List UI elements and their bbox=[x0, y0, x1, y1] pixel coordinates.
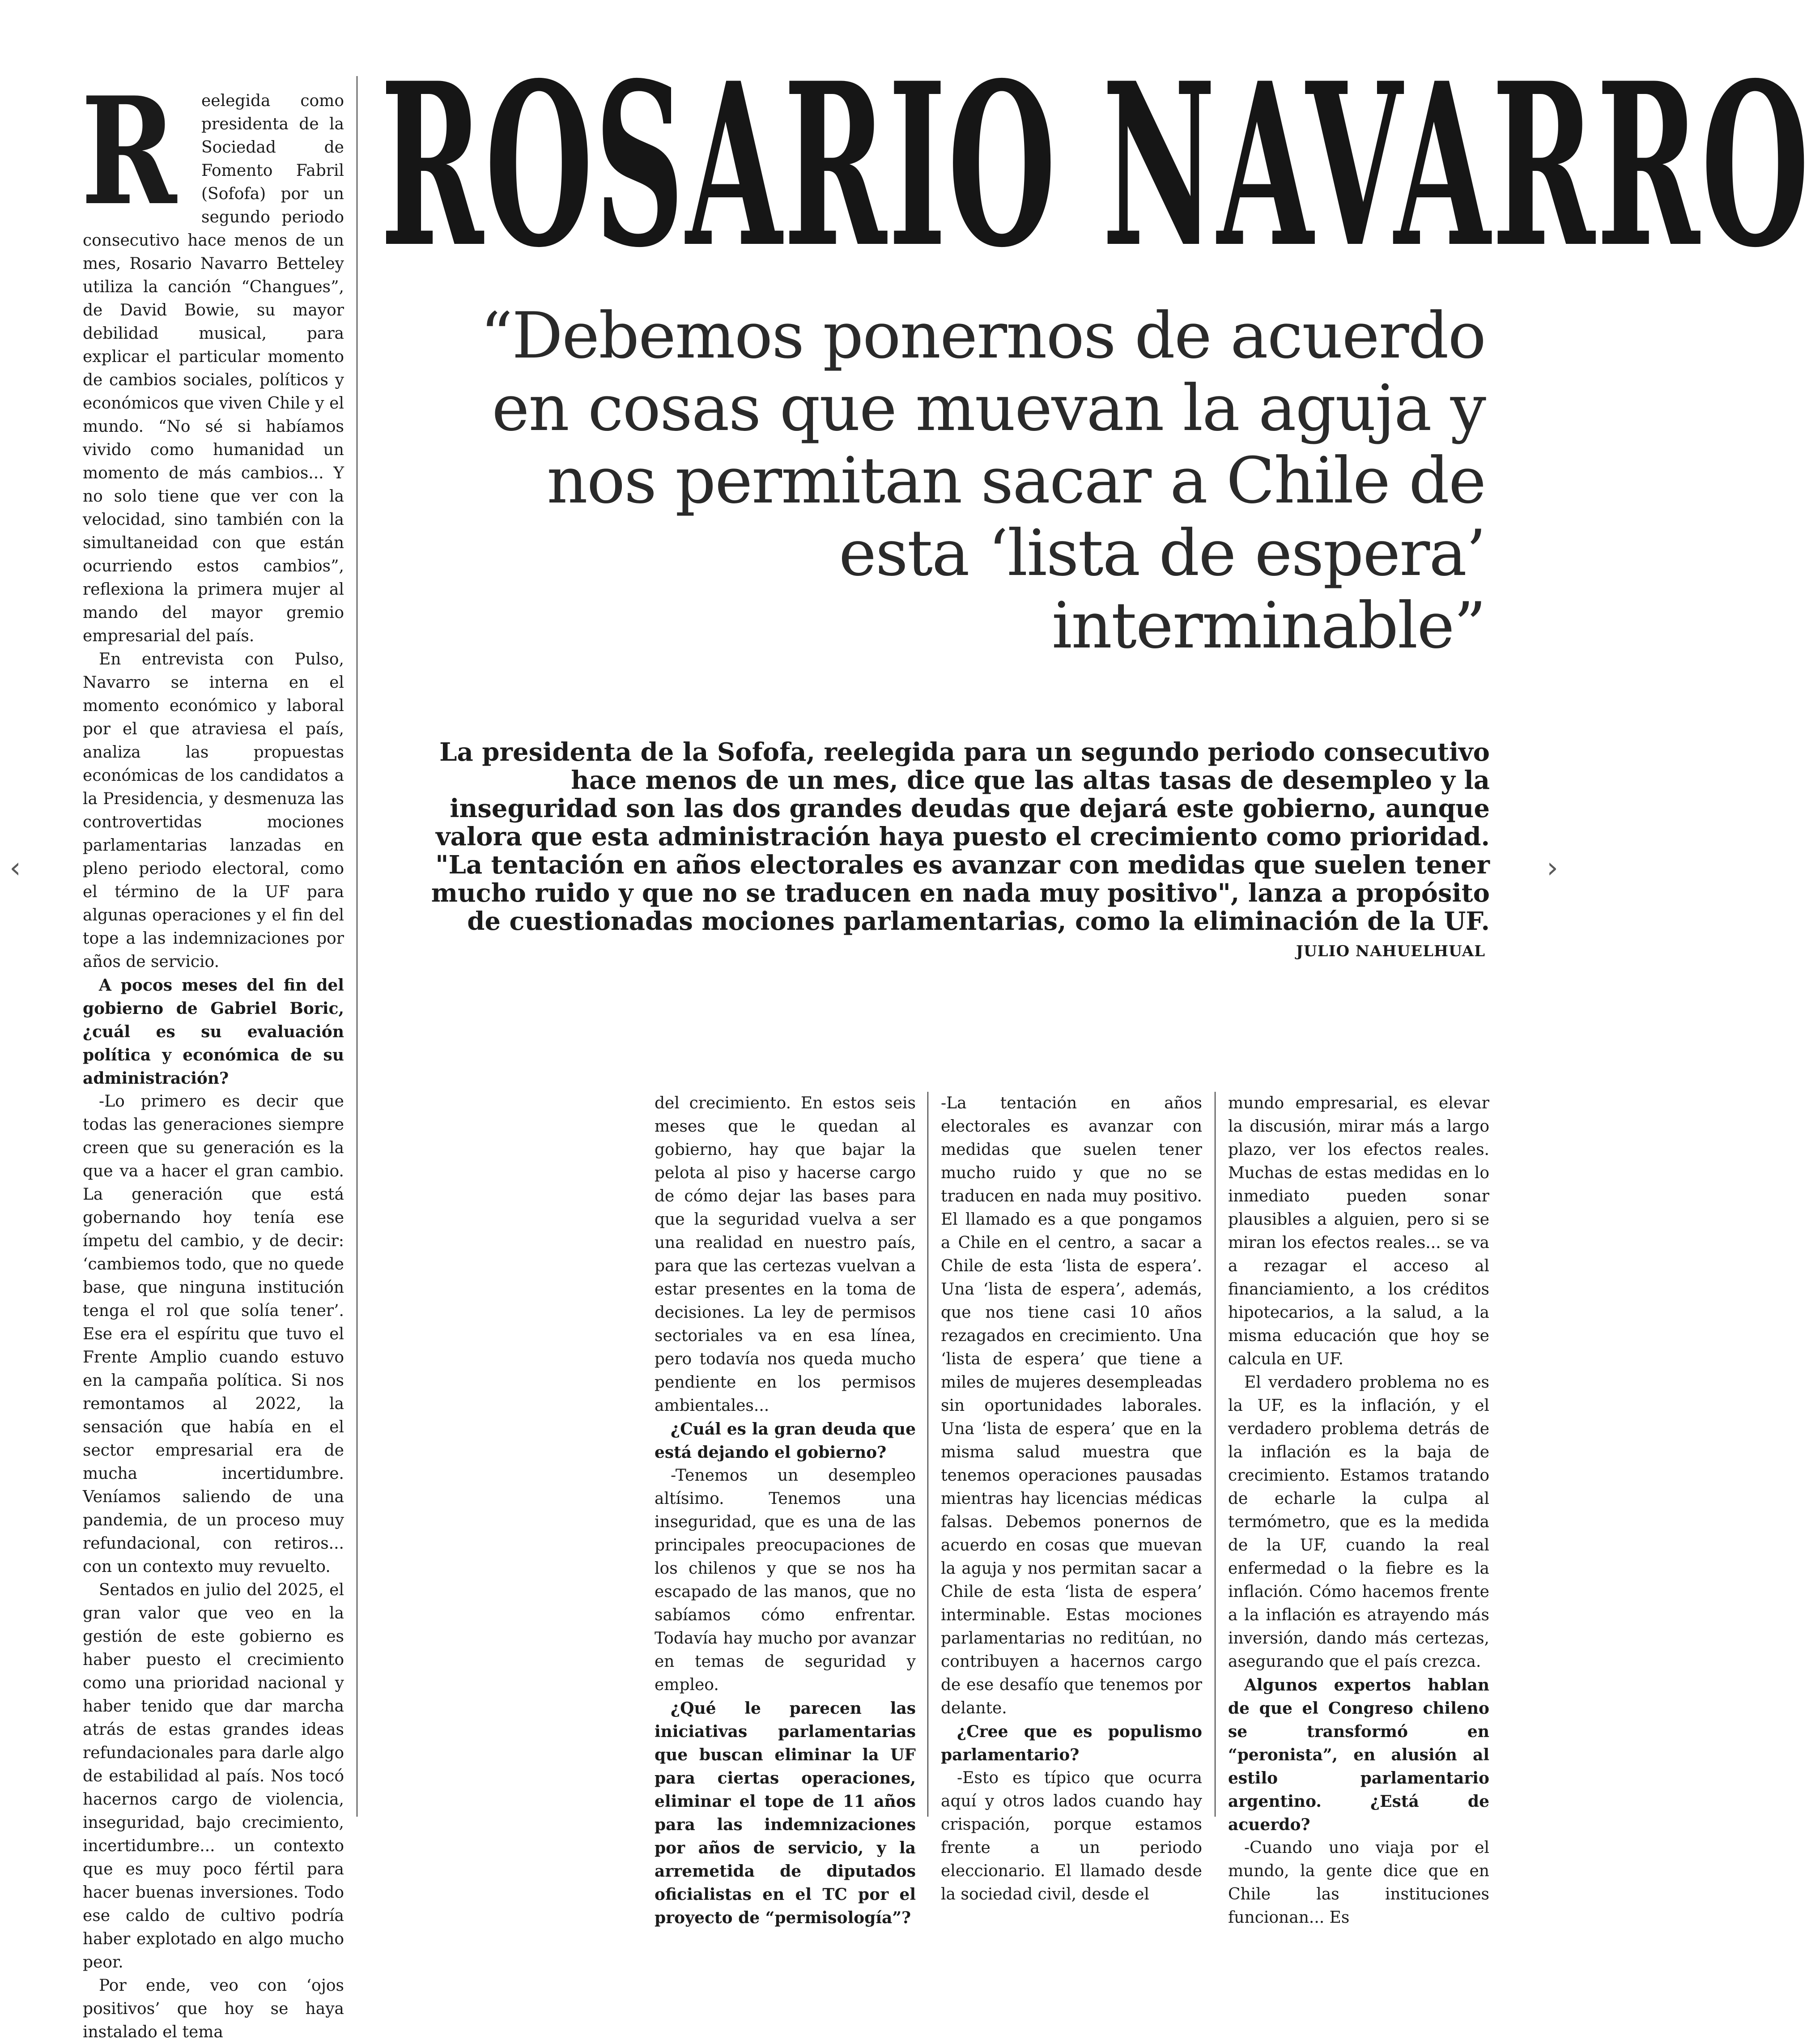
body-paragraph: En entrevista con Pulso, Navarro se interna en el momento económico y laboral por el que atraviesa el país, analiza las propuestas económicas de los candidatos a la Presidencia, y desmenuza las controvertidas mociones parlamentarias lanzadas en pleno periodo electoral, como el término de la UF para algunas operaciones y el fin del tope a las indemnizaciones por años de servicio. bbox=[83, 650, 344, 971]
interview-answer: -Cuando uno viaja por el mundo, la gente dice que en Chile las instituciones funcionan... Es bbox=[1228, 1839, 1489, 1927]
next-page-arrow-icon[interactable]: › bbox=[1547, 852, 1558, 885]
interview-question: ¿Cree que es populismo parlamentario? bbox=[941, 1722, 1202, 1764]
interview-question: ¿Cuál es la gran deuda que está dejando el gobierno? bbox=[655, 1420, 916, 1462]
article-column-2 bbox=[655, 1092, 916, 1929]
intro-paragraph: eelegida como presidenta de la Sociedad de Fomento Fabril (Sofofa) por un segundo periodo consecutivo hace menos de un mes, Rosario Navarro Betteley utiliza la canción “Changues”, de David Bowie, su mayor debilidad musical, para explicar el particular momento de cambios sociales, políticos y económicos que viven Chile y el mundo. “No sé si habíamos vivido como humanidad un momento de más cambios... Y no solo tiene que ver con la velocidad, sino también con la simultaneidad con que están ocurriendo estos cambios”, reflexiona la primera mujer al mando del mayor gremio empresarial del país. bbox=[83, 92, 344, 645]
interviewee-name: ROSARIO NAVARRO bbox=[380, 34, 1811, 297]
body-paragraph: Por ende, veo con ‘ojos positivos’ que hoy se haya instalado el tema bbox=[83, 1976, 344, 2041]
article-column-4 bbox=[1228, 1092, 1489, 1929]
body-paragraph: mundo empresarial, es elevar la discusión, mirar más a largo plazo, ver los efectos reales. Muchas de estas medidas en lo inmediato pueden sonar plausibles a alguien, pero si se miran los efectos reales... se va a rezagar el acceso al financiamiento, a los créditos hipotecarios, a la salud, a la misma educación que hoy se calcula en UF. bbox=[1228, 1094, 1489, 1368]
interview-answer: -Tenemos un desempleo altísimo. Tenemos una inseguridad, que es una de las principales preocupaciones de los chilenos y que se nos ha escapado de las manos, que no sabíamos cómo enfrentar. Todavía hay mucho por avanzar en temas de seguridad y empleo. bbox=[655, 1466, 916, 1694]
interview-answer: -Lo primero es decir que todas las generaciones siempre creen que su generación es la que va a hacer el gran cambio. La generación que está gobernando hoy tenía ese ímpetu del cambio, y de decir: ‘cambiemos todo, que no quede base, que ninguna institución tenga el rol que solía tener’. Ese era el espíritu que tuvo el Frente Amplio cuando estuvo en la campaña política. Si nos remontamos al 2022, la sensación que había en el sector empresarial era de mucha incertidumbre. Veníamos saliendo de una pandemia, de un proceso muy refundacional, con retiros... con un contexto muy revuelto. bbox=[83, 1092, 344, 1576]
body-paragraph: Sentados en julio del 2025, el gran valor que veo en la gestión de este gobierno es haber puesto el crecimiento como una prioridad nacional y haber tenido que dar marcha atrás de estas grandes ideas refundacionales para darle algo de estabilidad al país. Nos tocó hacernos cargo de violencia, inseguridad, bajo crecimiento, incertidumbre... un contexto que es muy poco fértil para hacer buenas inversiones. Todo ese caldo de cultivo podría haber explotado en algo mucho peor. bbox=[83, 1581, 344, 1972]
drop-cap-box bbox=[81, 64, 201, 238]
interview-answer: -La tentación en años electorales es avanzar con medidas que suelen tener mucho ruido y que no se traducen en nada muy positivo. El llamado es a que pongamos a Chile en el centro, a sacar a Chile de esta ‘lista de espera’. Una ‘lista de espera’, además, que nos tiene casi 10 años rezagados en crecimiento. Una ‘lista de espera’ que tiene a miles de mujeres desempleadas sin oportunidades laborales. Una ‘lista de espera’ que en la misma salud muestra que tenemos operaciones pausadas mientras hay licencias médicas falsas. Debemos ponernos de acuerdo en cosas que muevan la aguja y nos permitan sacar a Chile de esta ‘lista de espera’ interminable. Estas mociones parlamentarias no reditúan, no contribuyen a hacernos cargo de ese desafío que tenemos por delante. bbox=[941, 1094, 1202, 1717]
interview-answer: -Esto es típico que ocurra aquí y otros lados cuando hay crispación, porque estamos frente a un periodo eleccionario. El llamado desde la sociedad civil, desde el bbox=[941, 1769, 1202, 1903]
headline-quote: “Debemos ponernos de acuerdo en cosas que muevan la aguja y nos permitan sacar a Chile de esta ‘lista de espera’ interminable” bbox=[480, 299, 1485, 663]
left-column bbox=[81, 64, 344, 2044]
body-paragraph: El verdadero problema no es la UF, es la inflación, y el verdadero problema detrás de la inflación es la baja de crecimiento. Estamos tratando de echarle la culpa al termómetro, que es la medida de la UF, cuando la real enfermedad o la fiebre es la inflación. Cómo hacemos frente a la inflación es atrayendo más inversión, dando más certezas, asegurando que el país crezca. bbox=[1228, 1373, 1489, 1671]
byline: JULIO NAHUELHUAL bbox=[1296, 942, 1485, 960]
body-paragraph: del crecimiento. En estos seis meses que le quedan al gobierno, hay que bajar la pelota al piso y hacerse cargo de cómo dejar las bases para que la seguridad vuelva a ser una realidad en nuestro país, para que las certezas vuelvan a estar presentes en la toma de decisiones. La ley de permisos sectoriales va en esa línea, pero todavía nos queda mucho pendiente en los permisos ambientales... bbox=[655, 1094, 916, 1415]
interview-question: ¿Qué le parecen las iniciativas parlamentarias que buscan eliminar la UF para ciertas operaciones, eliminar el tope de 11 años para las indemnizaciones por años de servicio, y la arremetida de diputados oficialistas en el TC por el proyecto de “permisología”? bbox=[655, 1699, 916, 1927]
interview-question: A pocos meses del fin del gobierno de Gabriel Boric, ¿cuál es su evaluación política y económica de su administración? bbox=[83, 976, 344, 1088]
column-divider bbox=[927, 1092, 928, 1817]
previous-page-arrow-icon[interactable]: ‹ bbox=[9, 852, 21, 885]
article-column-3 bbox=[941, 1092, 1202, 1906]
standfirst: La presidenta de la Sofofa, reelegida para un segundo periodo consecutivo hace menos de un mes, dice que las altas tasas de desempleo y la inseguridad son las dos grandes deudas que dejará este gobierno, aunque valora que esta administración haya puesto el crecimiento como prioridad. "La tentación en años electorales es avanzar con medidas que suelen tener mucho ruido y que no se traducen en nada muy positivo", lanza a propósito de cuestionadas mociones parlamentarias, como la eliminación de la UF. bbox=[431, 737, 1490, 936]
interview-question: Algunos expertos hablan de que el Congreso chileno se transformó en “peronista”, en alusión al estilo parlamentario argentino. ¿Está de acuerdo? bbox=[1228, 1676, 1489, 1834]
drop-cap: R bbox=[81, 64, 175, 238]
column-divider bbox=[1215, 1092, 1216, 1817]
